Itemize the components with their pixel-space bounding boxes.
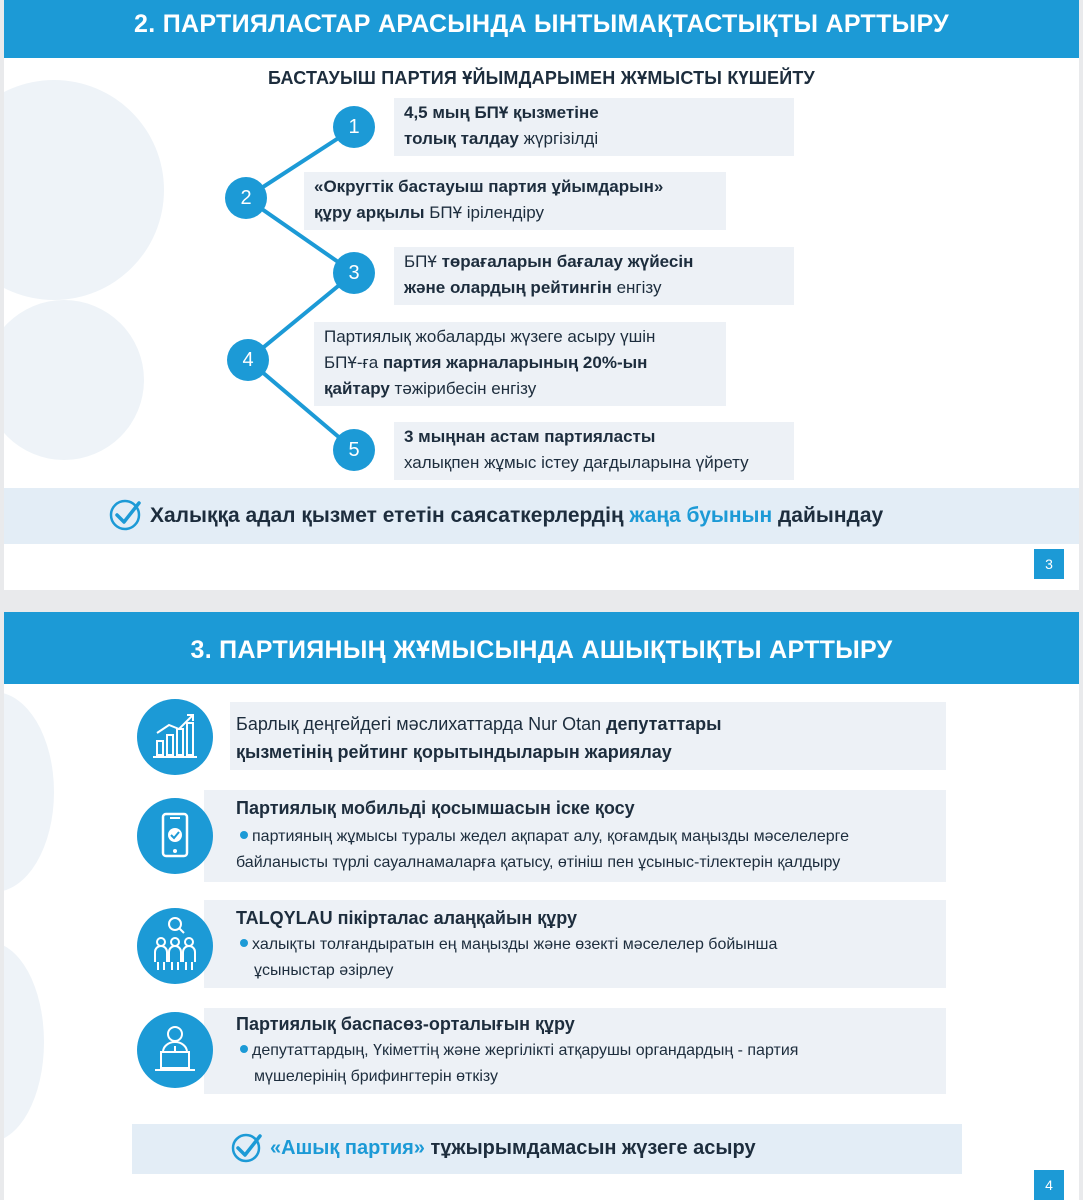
step-4-number: 4 xyxy=(227,339,269,381)
speaker-icon xyxy=(137,1012,213,1088)
step-3-box: БПҰ төрағаларын бағалау жүйесін және олардың рейтингін енгізу xyxy=(394,247,794,305)
slide-title: 2. ПАРТИЯЛАСТАР АРАСЫНДА ЫНТЫМАҚТАСТЫҚТЫ АРТТЫРУ xyxy=(4,0,1079,58)
page-number: 4 xyxy=(1034,1170,1064,1200)
step-2-box: «Округтік бастауыш партия ұйымдарын» құру арқылы БПҰ ірілендіру xyxy=(304,172,726,230)
check-circle-icon xyxy=(230,1130,264,1164)
slide-4 xyxy=(4,612,1079,1200)
decor-circle xyxy=(4,942,44,1142)
people-icon xyxy=(137,908,213,984)
step-5-box: 3 мыңнан астам партияласты халықпен жұмыс істеу дағдыларына үйрету xyxy=(394,422,794,480)
step-3-number: 3 xyxy=(333,252,375,294)
step-4-box: Партиялық жобаларды жүзеге асыру үшін БПҰ-ға партия жарналарының 20%-ын қайтару тәжірибесін енгізу xyxy=(314,322,726,406)
page-number: 3 xyxy=(1034,549,1064,579)
conclusion-text: «Ашық партия» тұжырымдамасын жүзеге асыру xyxy=(270,1137,756,1159)
step-1-number: 1 xyxy=(333,106,375,148)
mobile-icon xyxy=(137,798,213,874)
conclusion-text: Халыққа адал қызмет ететін саясаткерлердің жаңа буынын дайындау xyxy=(150,504,884,527)
slide-subtitle: БАСТАУЫШ ПАРТИЯ ҰЙЫМДАРЫМЕН ЖҰМЫСТЫ КҮШЕЙТУ xyxy=(268,68,815,88)
item-3-box: TALQYLAU пікірталас алаңқайын құру халықты толғандыратын ең маңызды және өзекті мәселелер бойынша ұсыныстар әзірлеу xyxy=(204,900,946,988)
slide-title: 3. ПАРТИЯНЫҢ ЖҰМЫСЫНДА АШЫҚТЫҚТЫ АРТТЫРУ xyxy=(4,612,1079,684)
chart-icon xyxy=(137,699,213,775)
check-circle-icon xyxy=(108,496,144,532)
step-2-number: 2 xyxy=(225,177,267,219)
step-5-number: 5 xyxy=(333,429,375,471)
item-4-box: Партиялық баспасөз-орталығын құру депутаттардың, Үкіметтің және жергілікті атқарушы органдардың - партия мүшелерінің брифингтерін өткізу xyxy=(204,1008,946,1094)
decor-circle xyxy=(4,692,54,892)
item-2-box: Партиялық мобильді қосымшасын іске қосу партияның жұмысы туралы жедел ақпарат алу, қоғамдық маңызды мәселелерге байланысты түрлі сауалнамаларға қатысу, өтініш пен ұсыныс-тілектерін қалдыру xyxy=(204,790,946,882)
slide-3 xyxy=(4,0,1079,590)
item-1-box: Барлық деңгейдегі мәслихаттарда Nur Otan депутаттары қызметінің рейтинг қорытындыларын жариялау xyxy=(230,702,946,770)
step-1-box: 4,5 мың БПҰ қызметіне толық талдау жүргізілді xyxy=(394,98,794,156)
